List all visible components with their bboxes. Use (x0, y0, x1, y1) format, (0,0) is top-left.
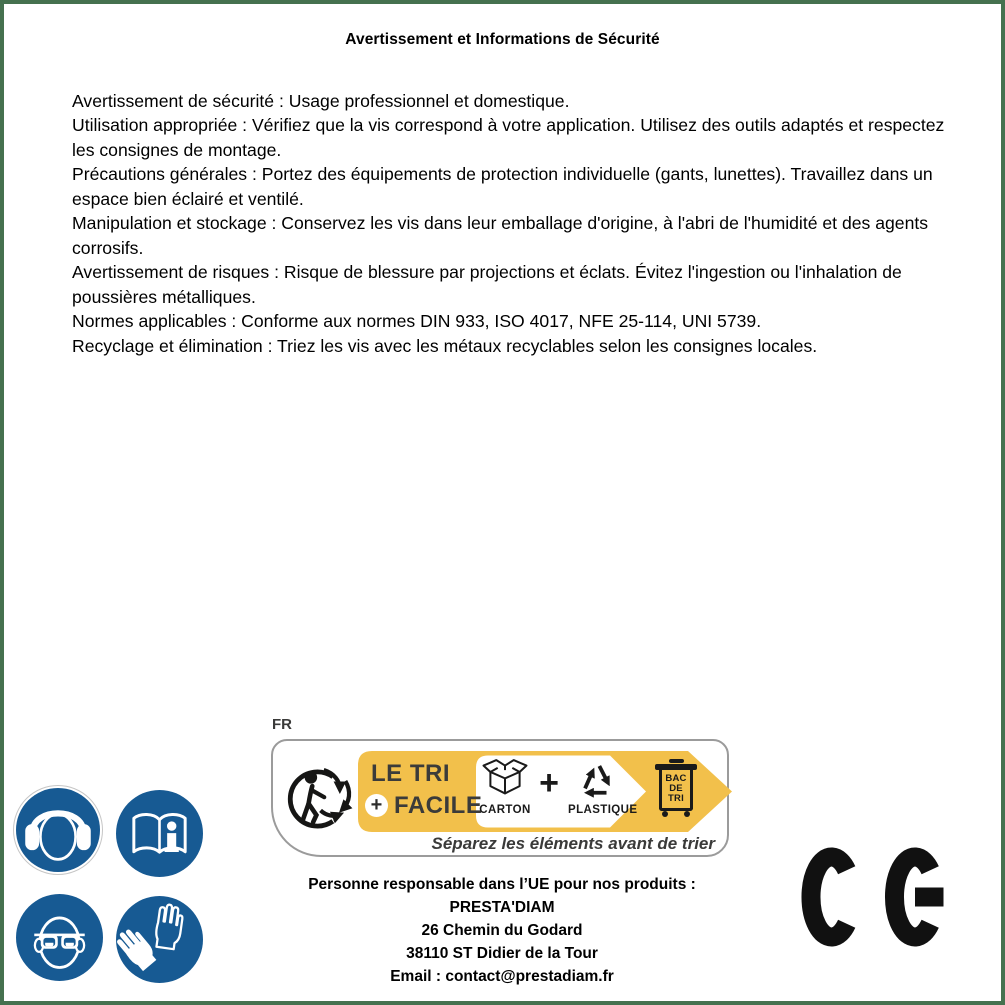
bin-body (659, 770, 693, 811)
recycling-triangle-icon (572, 756, 620, 798)
wear-protective-gloves-icon (116, 896, 203, 983)
bin-handle (669, 759, 684, 763)
bin-line: DE (669, 783, 683, 795)
safety-paragraph: Avertissement de risques : Risque de blessure par projections et éclats. Évitez l'ingestion ou l'inhalation de poussières métalliques. (72, 262, 902, 307)
responsible-line: PRESTA'DIAM (449, 899, 555, 916)
material-label: CARTON (479, 804, 531, 816)
bin-line: TRI (668, 792, 684, 804)
material-plastique (568, 756, 638, 816)
bin-wheels (662, 811, 690, 817)
eu-responsible-block (202, 873, 802, 988)
safety-paragraph: Utilisation appropriée : Vérifiez que la vis correspond à votre application. Utilisez des outils adaptés et respectez les consignes de montage. (72, 115, 945, 160)
safety-text-block (72, 89, 960, 358)
triman-icon (287, 755, 355, 848)
page-title: Avertissement et Informations de Sécurité (345, 31, 660, 48)
responsible-line: Personne responsable dans l’UE pour nos produits : (308, 876, 696, 893)
bac-de-tri-icon (655, 759, 697, 817)
infotri-sorting-label (271, 739, 729, 857)
responsible-line: 38110 ST Didier de la Tour (406, 945, 598, 962)
material-label: PLASTIQUE (568, 804, 638, 816)
wear-ear-protection-icon (13, 785, 103, 875)
responsible-line: 26 Chemin du Godard (421, 922, 583, 939)
headline-le-tri: LE TRI (371, 760, 450, 787)
safety-paragraph: Normes applicables : Conforme aux normes DIN 933, ISO 4017, NFE 25-114, UNI 5739. (72, 311, 762, 332)
material-carton (477, 756, 533, 816)
safety-paragraph: Recyclage et élimination : Triez les vis avec les métaux recyclables selon les consignes locales. (72, 335, 818, 356)
ce-marking-icon (801, 846, 951, 948)
materials-plus-sign: + (539, 764, 559, 802)
read-instruction-manual-icon (116, 790, 203, 877)
sorting-tagline: Séparez les éléments avant de trier (431, 834, 715, 853)
safety-paragraph: Avertissement de sécurité : Usage professionnel et domestique. (72, 91, 570, 111)
wear-eye-protection-icon (16, 894, 103, 981)
cardboard-box-icon (479, 756, 531, 798)
le-tri-facile-band (358, 751, 732, 832)
headline-facile: FACILE (394, 792, 483, 819)
plus-badge: + (365, 794, 388, 817)
bin-line: BAC (665, 773, 687, 785)
safety-paragraph: Précautions générales : Portez des équipements de protection individuelle (gants, lunettes). Travaillez dans un espace bien éclairé et ventilé. (72, 164, 933, 209)
country-code-label: FR (272, 716, 292, 733)
responsible-line: Email : contact@prestadiam.fr (390, 968, 614, 985)
safety-paragraph: Manipulation et stockage : Conservez les vis dans leur emballage d'origine, à l'abri de l'humidité et des agents corrosifs. (72, 213, 929, 258)
